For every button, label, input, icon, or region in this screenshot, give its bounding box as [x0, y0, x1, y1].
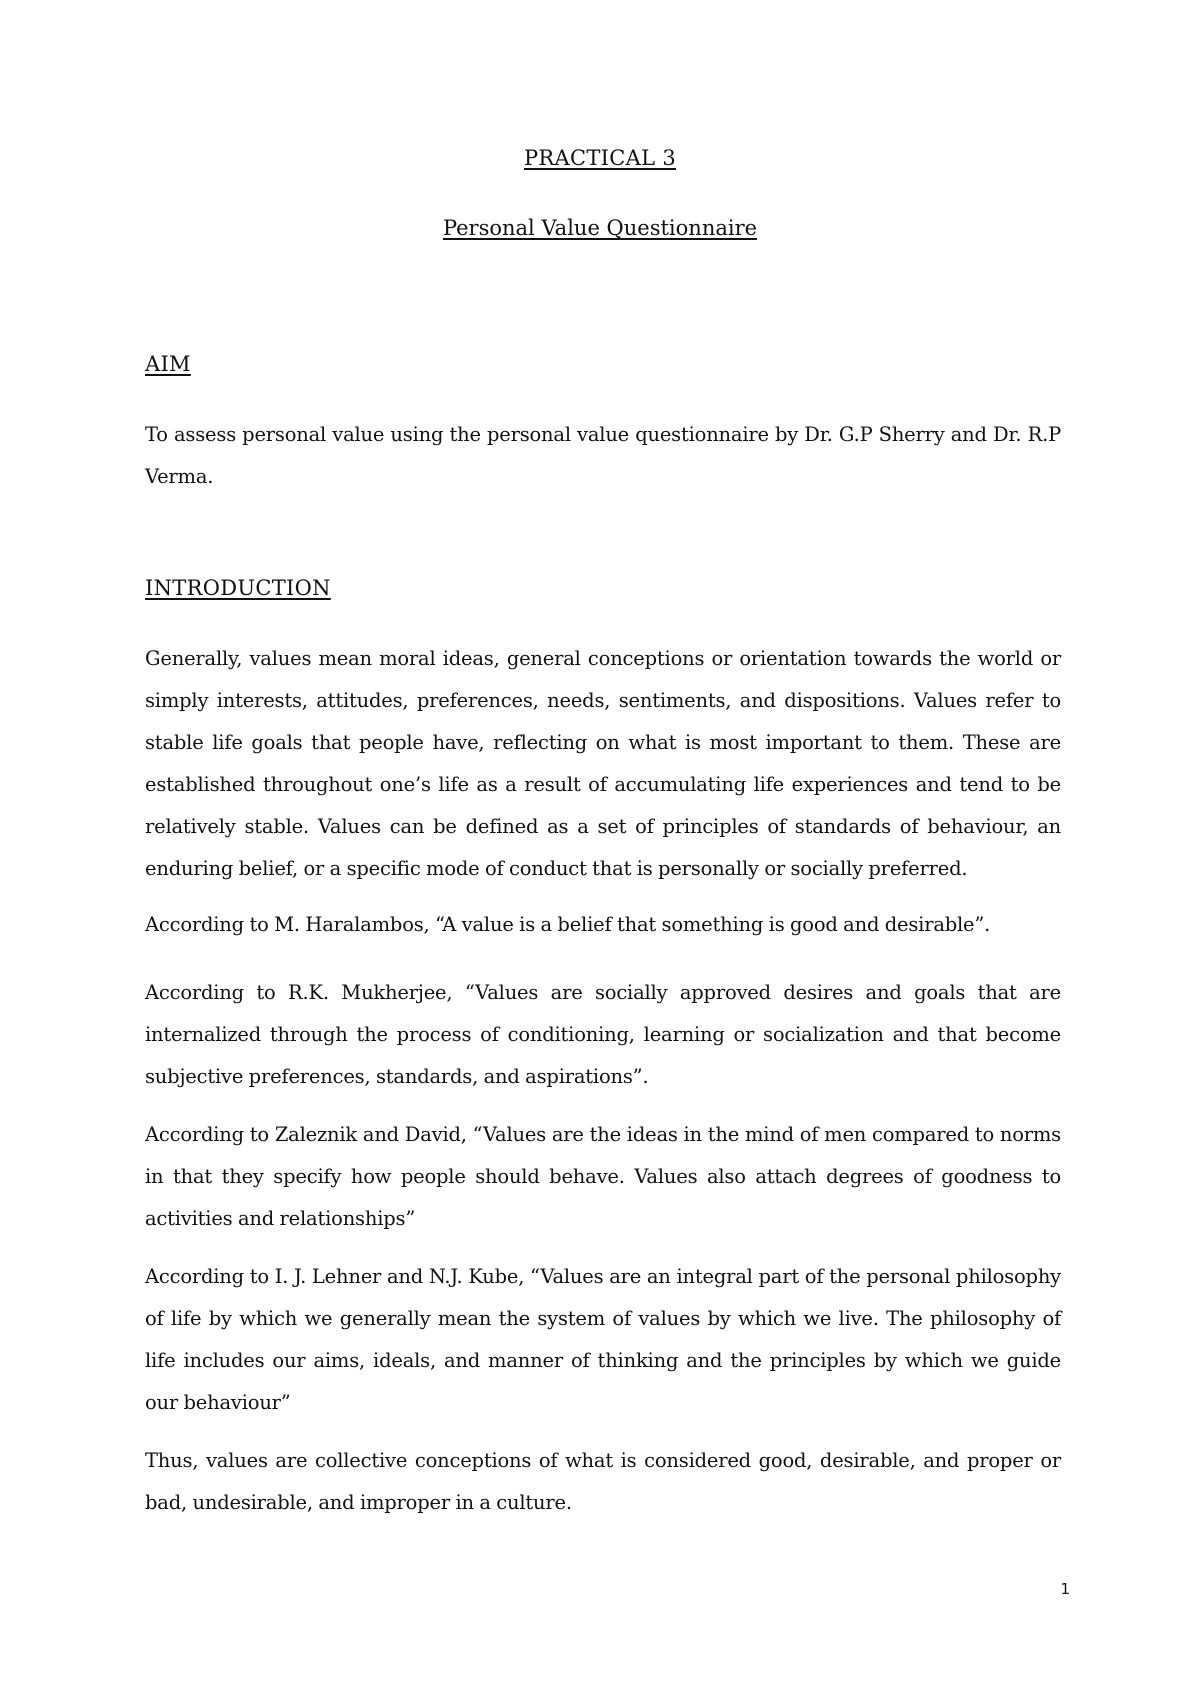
intro-paragraph-definition: Generally, values mean moral ideas, general conceptions or orientation towards the world or simply interests, attitudes, preferences, needs, sentiments, and dispositions. Values refer to stable life goals that people have, reflecting on what is most important to them. These are established throughout one’s life as a result of accumulating life experiences and tend to be relatively stable. Values can be defined as a set of principles of standards of behaviour, an enduring belief, or a specific mode of conduct that is personally or socially preferred.: [145, 647, 1061, 880]
intro-paragraph-lehner: According to I. J. Lehner and N.J. Kube, “Values are an integral part of the personal philosophy of life by which we generally mean the system of values by which we live. The philosophy of life includes our aims, ideals, and manner of thinking and the principles by which we guide our behaviour”: [145, 1265, 1061, 1414]
document-title: PRACTICAL 3: [524, 146, 676, 170]
intro-paragraph-mukherjee: According to R.K. Mukherjee, “Values are socially approved desires and goals that are internalized through the process of conditioning, learning or socialization and that become subjective preferences, standards, and aspirations”.: [145, 981, 1061, 1088]
intro-paragraph-zaleznik: According to Zaleznik and David, “Values are the ideas in the mind of men compared to norms in that they specify how people should behave. Values also attach degrees of goodness to activities and relationships”: [145, 1123, 1061, 1230]
aim-heading: AIM: [145, 352, 191, 376]
document-subtitle: Personal Value Questionnaire: [442, 216, 758, 240]
aim-paragraph: To assess personal value using the personal value questionnaire by Dr. G.P Sherry and Dr. R.P Verma.: [145, 423, 1061, 488]
introduction-heading: INTRODUCTION: [145, 576, 331, 600]
intro-paragraph-conclusion: Thus, values are collective conceptions of what is considered good, desirable, and proper or bad, undesirable, and improper in a culture.: [145, 1449, 1061, 1514]
page-number: 1: [1060, 1580, 1070, 1598]
intro-paragraph-haralambos: According to M. Haralambos, “A value is a belief that something is good and desirable”.: [145, 913, 991, 936]
